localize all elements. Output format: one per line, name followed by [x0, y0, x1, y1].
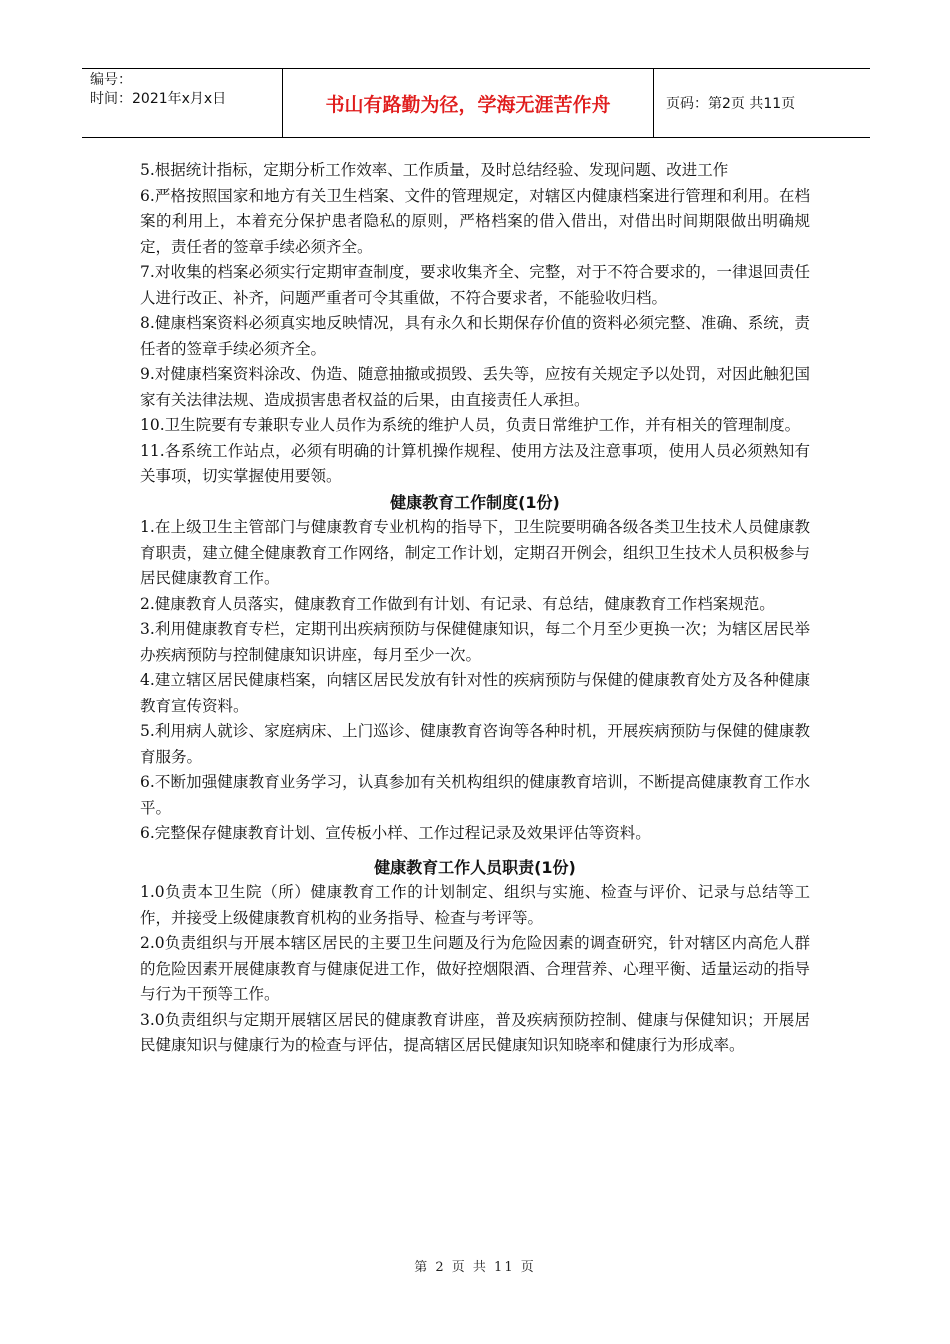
section-spacer	[140, 847, 810, 855]
paragraph: 11.各系统工作站点，必须有明确的计算机操作规程、使用方法及注意事项，使用人员必须熟知有关事项，切实掌握使用要领。	[140, 441, 810, 485]
paragraph: 1.在上级卫生主管部门与健康教育专业机构的指导下，卫生院要明确各级各类卫生技术人员健康教育职责，建立健全健康教育工作网络，制定工作计划，定期召开例会，组织卫生技术人员积极参与居民健康教育工作。	[140, 518, 810, 587]
archive-rules-section	[140, 158, 810, 490]
paragraph: 2.健康教育人员落实，健康教育工作做到有计划、有记录、有总结，健康教育工作档案规范。	[140, 594, 775, 613]
header-motto: 书山有路勤为径，学海无涯苦作舟	[282, 69, 654, 137]
health-education-staff-duties-section	[140, 855, 810, 1059]
paragraph: 8.健康档案资料必须真实地反映情况，具有永久和长期保存价值的资料必须完整、准确、系统，责任者的签章手续必须齐全。	[140, 314, 810, 358]
paragraph: 9.对健康档案资料涂改、伪造、随意抽撤或损毁、丢失等，应按有关规定予以处罚，对因此触犯国家有关法律法规、造成损害患者权益的后果，由直接责任人承担。	[140, 365, 810, 409]
document-header	[82, 68, 870, 138]
document-body	[140, 158, 810, 1059]
paragraph: 10.卫生院要有专兼职专业人员作为系统的维护人员，负责日常维护工作，并有相关的管理制度。	[140, 416, 801, 434]
paragraph: 7.对收集的档案必须实行定期审查制度，要求收集齐全、完整，对于不符合要求的，一律退回责任人进行改正、补齐，问题严重者可令其重做，不符合要求者，不能验收归档。	[140, 263, 810, 307]
paragraph: 2.0负责组织与开展本辖区居民的主要卫生问题及行为危险因素的调查研究，针对辖区内高危人群的危险因素开展健康教育与健康促进工作，做好控烟限酒、合理营养、心理平衡、适量运动的指导与行为干预等工作。	[140, 934, 810, 1003]
paragraph: 5.根据统计指标，定期分析工作效率、工作质量，及时总结经验、发现问题、改进工作	[140, 161, 729, 179]
header-page-number: 页码：第2页 共11页	[666, 96, 796, 112]
health-education-system-section	[140, 490, 810, 847]
paragraph: 6.完整保存健康教育计划、宣传板小样、工作过程记录及效果评估等资料。	[140, 824, 651, 842]
paragraph: 4.建立辖区居民健康档案，向辖区居民发放有针对性的疾病预防与保健的健康教育处方及各种健康教育宣传资料。	[140, 671, 810, 715]
paragraph: 6.不断加强健康教育业务学习，认真参加有关机构组织的健康教育培训，不断提高健康教育工作水平。	[140, 773, 810, 817]
paragraph: 3.利用健康教育专栏，定期刊出疾病预防与保健健康知识，每二个月至少更换一次；为辖区居民举办疾病预防与控制健康知识讲座，每月至少一次。	[140, 620, 810, 664]
paragraph: 5.利用病人就诊、家庭病床、上门巡诊、健康教育咨询等各种时机，开展疾病预防与保健的健康教育服务。	[140, 722, 810, 766]
document-date: 时间：2021年x月x日	[90, 91, 227, 107]
paragraph: 1.0负责本卫生院（所）健康教育工作的计划制定、组织与实施、检查与评价、记录与总结等工作，并接受上级健康教育机构的业务指导、检查与考评等。	[140, 883, 810, 927]
section-heading: 健康教育工作人员职责(1份)	[374, 857, 576, 877]
section-heading: 健康教育工作制度(1份)	[390, 492, 560, 512]
page-footer: 第 2 页 共 11 页	[414, 1260, 536, 1275]
paragraph: 3.0负责组织与定期开展辖区居民的健康教育讲座，普及疾病预防控制、健康与保健知识；开展居民健康知识与健康行为的检查与评估，提高辖区居民健康知识知晓率和健康行为形成率。	[140, 1010, 810, 1054]
document-number: 编号：	[90, 72, 132, 88]
paragraph: 6.严格按照国家和地方有关卫生档案、文件的管理规定，对辖区内健康档案进行管理和利用。在档案的利用上，本着充分保护患者隐私的原则，严格档案的借入借出，对借出时间期限做出明确规定，责任者的签章手续必须齐全。	[140, 186, 810, 256]
header-meta	[82, 69, 282, 137]
